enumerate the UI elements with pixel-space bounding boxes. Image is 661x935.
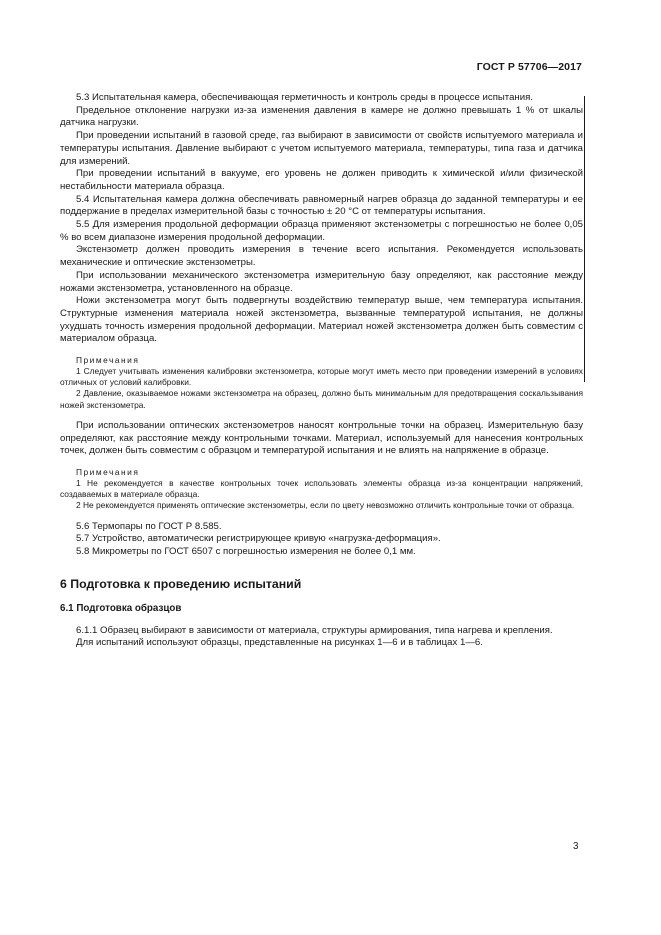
- note-item: 1 Следует учитывать изменения калибровки экстензометра, которые могут иметь место при проведении измерений в условиях отличных от условий калибровки.: [60, 366, 583, 388]
- paragraph-5-3: 5.3 Испытательная камера, обеспечивающая герметичность и контроль среды в процессе испытания.: [76, 92, 533, 103]
- section-6-heading: 6 Подготовка к проведению испытаний: [60, 576, 302, 591]
- paragraph-5-5: 5.5 Для измерения продольной деформации образца применяют экстензометры с погрешностью не более 0,05 % во всем диапазоне измерения продольной деформации.: [60, 219, 583, 243]
- notes-title: Примечания: [76, 466, 140, 477]
- notes-block-2: [60, 467, 583, 512]
- notes-title: Примечания: [76, 355, 140, 366]
- paragraph: Предельное отклонение нагрузки из-за изменения давления в камере не должно превышать 1 % от шкалы датчика нагрузки.: [60, 104, 583, 129]
- note-item: 2 Давление, оказываемое ножами экстензометра на образец, должно быть минимальным для предотвращения соскальзывания ножей экстензометра.: [60, 388, 583, 410]
- paragraph: Экстензометр должен проводить измерения в течение всего испытания. Рекомендуется использовать механические и оптические экстензометры.: [60, 244, 583, 269]
- paragraph: Ножи экстензометра могут быть подвергнуты воздействию температур выше, чем температура испытания. Структурные изменения материала ножей экстензометра, вызванные температурой испытания, не должны ухудшать точность измерения продольной деформации. Материал ножей экстензометра должен быть совместим с материалом образца.: [60, 295, 583, 345]
- subsection-6-1-heading: 6.1 Подготовка образцов: [60, 602, 182, 614]
- paragraph-optical: При использовании оптических экстензометров наносят контрольные точки на образец. Измерительную базу определяют, как расстояние между контрольными точками. Материал, используемый для нанесения контрольных точек, должен быть совместим с образцом и температурой испытания и не влиять на напряжение в образце.: [60, 419, 583, 457]
- paragraph: При проведении испытаний в газовой среде, газ выбирают в зависимости от свойств испытуемого материала и температуры испытания. Давление выбирают с учетом испытуемого материала, температуры, типа газа и датчика для измерений.: [60, 130, 583, 167]
- page-content: [60, 92, 583, 650]
- notes-block-1: [60, 355, 583, 411]
- paragraph-5-7: 5.7 Устройство, автоматически регистрирующее кривую «нагрузка-деформация».: [76, 533, 441, 545]
- paragraph-5-6: 5.6 Термопары по ГОСТ Р 8.585.: [76, 520, 222, 532]
- standard-header: ГОСТ Р 57706—2017: [476, 61, 582, 73]
- paragraph: Для испытаний используют образцы, представленные на рисунках 1—6 и в таблицах 1—6.: [76, 637, 483, 649]
- paragraph-5-8: 5.8 Микрометры по ГОСТ 6507 с погрешностью измерения не более 0,1 мм.: [76, 546, 416, 557]
- paragraph: При проведении испытаний в вакууме, его уровень не должен приводить к химической и/или физической нестабильности материала образца.: [60, 168, 583, 192]
- paragraph-5-4: 5.4 Испытательная камера должна обеспечивать равномерный нагрев образца до заданной температуры и ее поддержание в пределах измерительной базы с точностью ± 20 °С от температуры испытания.: [60, 193, 583, 218]
- page-number: 3: [573, 841, 579, 852]
- note-item: 1 Не рекомендуется в качестве контрольных точек использовать элементы образца из-за концентрации напряжений, создаваемых в материале образца.: [60, 477, 583, 500]
- change-bar: [584, 96, 585, 382]
- note-item: 2 Не рекомендуется применять оптические экстензометры, если по цвету невозможно отличить контрольные точки от образца.: [76, 500, 575, 511]
- paragraph: При использовании механического экстензометра измерительную базу определяют, как расстояние между ножами экстензометра, установленного на образце.: [60, 269, 583, 294]
- paragraph-6-1-1: 6.1.1 Образец выбирают в зависимости от материала, структуры армирования, типа нагрева и крепления.: [76, 624, 553, 636]
